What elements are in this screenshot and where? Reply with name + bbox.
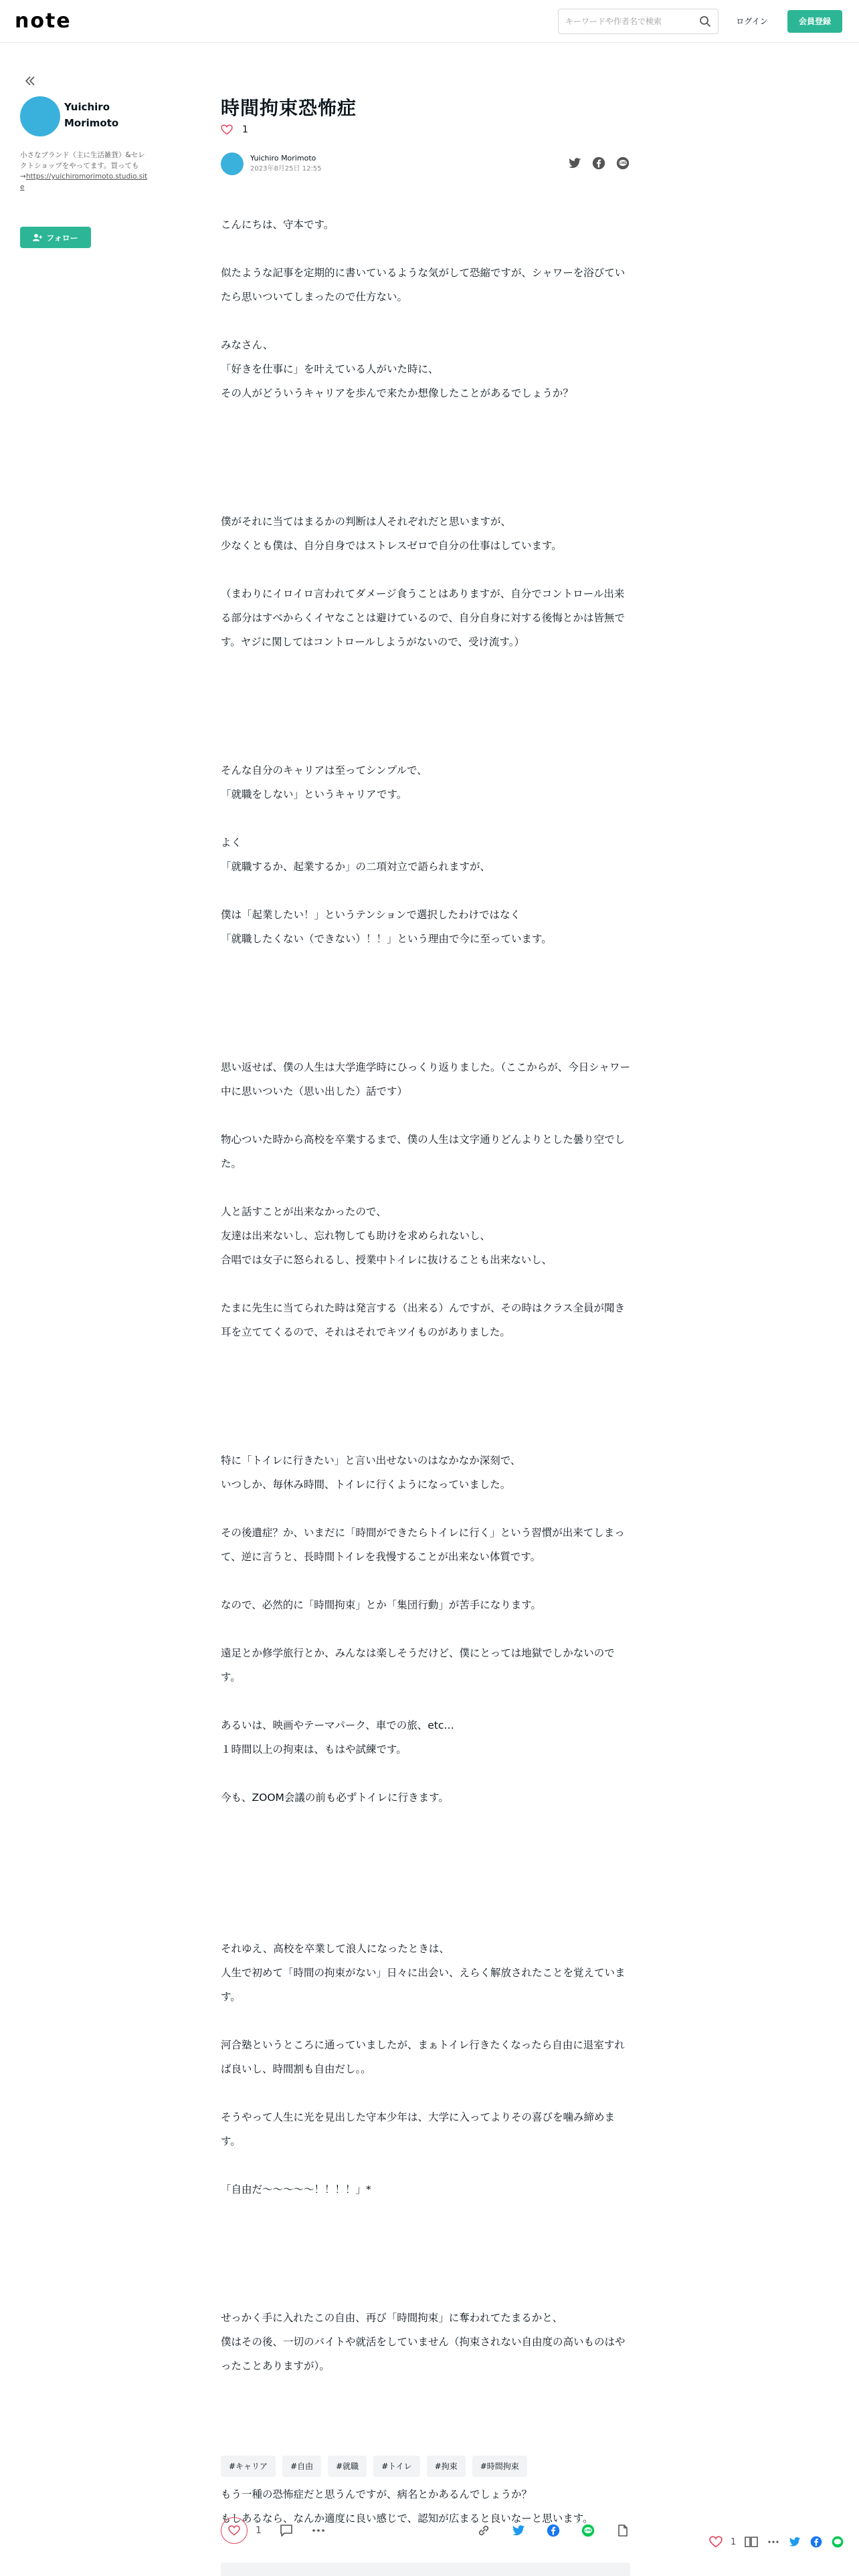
svg-text:LINE: LINE <box>584 2529 592 2533</box>
hashtag-list <box>221 2456 527 2477</box>
link-icon[interactable] <box>476 2523 491 2538</box>
author-name[interactable]: Yuichiro Morimoto <box>250 154 316 163</box>
like-button[interactable] <box>221 2517 248 2544</box>
follow-label: フォロー <box>46 233 78 243</box>
article-title: 時間拘束恐怖症 <box>221 97 357 119</box>
hashtag[interactable]: #就職 <box>328 2456 367 2477</box>
share-buttons-top <box>567 156 630 171</box>
twitter-icon[interactable] <box>511 2523 526 2538</box>
follow-button[interactable] <box>20 227 91 248</box>
paragraph: 僕がそれに当てはまるかの判断は人それぞれだと思いますが、 少なくとも僕は、自分自身ではストレスゼロで自分の仕事はしています。 <box>221 516 562 552</box>
paragraph: こんにちは、守本です。 <box>221 219 335 231</box>
line-icon[interactable] <box>581 2523 595 2538</box>
paragraph: 特に「トイレに行きたい」と言い出せないのはなかなか深刻で、 いつしか、毎休み時間、トイレに行くようになっていました。 <box>221 1455 521 1491</box>
paragraph: 物心ついた時から高校を卒業するまで、僕の人生は文字通りどんよりとした曇り空でした。 <box>221 1134 626 1170</box>
site-header <box>0 0 859 43</box>
article-body <box>221 213 630 2555</box>
hashtag[interactable]: #時間拘束 <box>472 2456 527 2477</box>
comment-icon[interactable] <box>279 2523 294 2538</box>
signup-button[interactable]: 会員登録 <box>787 10 842 33</box>
hashtag[interactable]: #拘束 <box>427 2456 466 2477</box>
paragraph: 人と話すことが出来なかったので、 友達は出来ないし、忘れ物しても助けを求められないし、 合唱では女子に怒られるし、授業中トイレに抜けることも出来ないし、 <box>221 1206 553 1266</box>
paragraph: 遠足とか修学旅行とか、みんなは楽しそうだけど、僕にとっては地獄でしかないのです。 <box>221 1647 615 1683</box>
paragraph: そんな自分のキャリアは至ってシンプルで、 「就職をしない」というキャリアです。 <box>221 764 427 800</box>
paragraph: たまに先生に当てられた時は発言する（出来る）んですが、その時はクラス全員が聞き耳を立ててくるので、それはそれでキツイものがありました。 <box>221 1302 626 1338</box>
more-icon[interactable] <box>311 2523 326 2538</box>
publish-date: 2023年8月25日 12:55 <box>250 165 322 173</box>
svg-text:LINE: LINE <box>619 161 627 165</box>
facebook-icon[interactable] <box>591 156 606 171</box>
article-action-bar <box>221 2516 630 2545</box>
floating-action-bar <box>709 2535 844 2549</box>
facebook-icon[interactable] <box>546 2523 561 2538</box>
paragraph: それゆえ、高校を卒業して浪人になったときは、 人生で初めて「時間の拘束がない」日々に出会い、えらく解放されたことを覚えています。 <box>221 1943 626 2003</box>
heart-icon <box>228 2525 240 2536</box>
paragraph: あるいは、映画やテーマパーク、車での旅、etc… １時間以上の拘束は、もはや試練です。 <box>221 1719 454 1755</box>
more-icon[interactable] <box>767 2535 780 2549</box>
search-icon[interactable] <box>699 15 711 27</box>
like-count[interactable]: 1 <box>242 124 248 135</box>
hashtag[interactable]: #トイレ <box>373 2456 419 2477</box>
search-box[interactable] <box>558 9 719 34</box>
author-avatar[interactable] <box>20 96 60 136</box>
facebook-icon[interactable] <box>809 2535 823 2549</box>
paragraph: その後遺症？か、いまだに「時間ができたらトイレに行く」という習慣が出来てしまって、逆に言うと、長時間トイレを我慢することが出来ない体質です。 <box>221 1527 625 1563</box>
share-buttons-bottom <box>476 2523 630 2538</box>
paragraph: なので、必然的に「時間拘束」とか「集団行動」が苦手になります。 <box>221 1599 541 1611</box>
paragraph: 「自由だ〜〜〜〜〜！！！！」* <box>221 2183 371 2195</box>
author-row <box>221 152 322 175</box>
author-meta <box>250 153 322 175</box>
paragraph: 似たような記事を定期的に書いているような気がして恐縮ですが、シャワーを浴びていたら思いついてしまったので仕方ない。 <box>221 267 626 303</box>
login-button[interactable]: ログイン <box>736 17 768 26</box>
magazine-icon[interactable] <box>744 2535 759 2549</box>
twitter-icon[interactable] <box>788 2535 801 2549</box>
double-chevron-left-icon[interactable] <box>23 74 37 88</box>
paragraph: そうやって人生に光を見出した守本少年は、大学に入ってよりその喜びを噛み締めます。 <box>221 2111 615 2147</box>
like-row <box>221 124 248 135</box>
paragraph: よく 「就職するか、起業するか」の二項対立で語られますが、 <box>221 837 491 873</box>
bottom-like-count[interactable]: 1 <box>256 2525 262 2536</box>
hashtag[interactable]: #自由 <box>282 2456 321 2477</box>
author-bio-link[interactable]: https://yuichiromorimoto.studio.site <box>20 173 148 191</box>
heart-icon[interactable] <box>709 2536 723 2548</box>
author-avatar-small[interactable] <box>221 152 244 175</box>
sidebar-author-name[interactable]: Yuichiro Morimoto <box>64 101 119 129</box>
note-logo[interactable]: note <box>15 9 72 33</box>
search-input[interactable] <box>565 9 692 33</box>
next-section-strip <box>221 2563 630 2576</box>
author-bio-text: 小さなブランド（主に生活雑貨）&セレクトショップをやってます。買っても → <box>20 151 145 181</box>
add-user-icon <box>33 233 42 241</box>
floating-like-count[interactable]: 1 <box>731 2537 737 2547</box>
paragraph: 思い返せば、僕の人生は大学進学時にひっくり返りました。（ここからが、今日シャワー中に思いついた（思い出した）話です） <box>221 1061 630 1097</box>
paragraph: もう一種の恐怖症だと思うんですが、病名とかあるんでしょうか？ もしあるなら、なんか適度に良い感じで、認知が広まると良いなーと思います。 <box>221 2488 593 2525</box>
paragraph: 今も、ZOOM会議の前も必ずトイレに行きます。 <box>221 1792 449 1804</box>
paragraph: （まわりにイロイロ言われてダメージ食うことはありますが、自分でコントロール出来る部分はすべからくイヤなことは避けているので、自分自身に対する後悔とかは皆無です。ヤジに関してはコントロールしようがないので、受け流す。） <box>221 588 625 648</box>
paragraph: せっかく手に入れたこの自由、再び「時間拘束」に奪われてたまるかと、 僕はその後、一切のバイトや就活をしていません（拘束されない自由度の高いものはやったことありますが）。 <box>221 2312 626 2372</box>
twitter-icon[interactable] <box>567 156 582 171</box>
line-icon[interactable] <box>831 2535 844 2549</box>
embed-icon[interactable] <box>615 2523 630 2538</box>
paragraph: みなさん、 「好きを仕事に」を叶えている人がいた時に、 その人がどういうキャリアを歩んで来たか想像したことがあるでしょうか？ <box>221 339 573 399</box>
author-bio <box>20 150 151 193</box>
hashtag[interactable]: #キャリア <box>221 2456 276 2477</box>
paragraph: 河合塾というところに通っていましたが、まぁトイレ行きたくなったら自由に退室すれば良いし、時間割も自由だし。。 <box>221 2039 625 2075</box>
heart-icon[interactable] <box>221 124 233 135</box>
paragraph: 僕は「起業したい！」というテンションで選択したわけではなく 「就職したくない（できない）！！」という理由で今に至っています。 <box>221 909 552 945</box>
line-icon[interactable] <box>615 156 630 171</box>
